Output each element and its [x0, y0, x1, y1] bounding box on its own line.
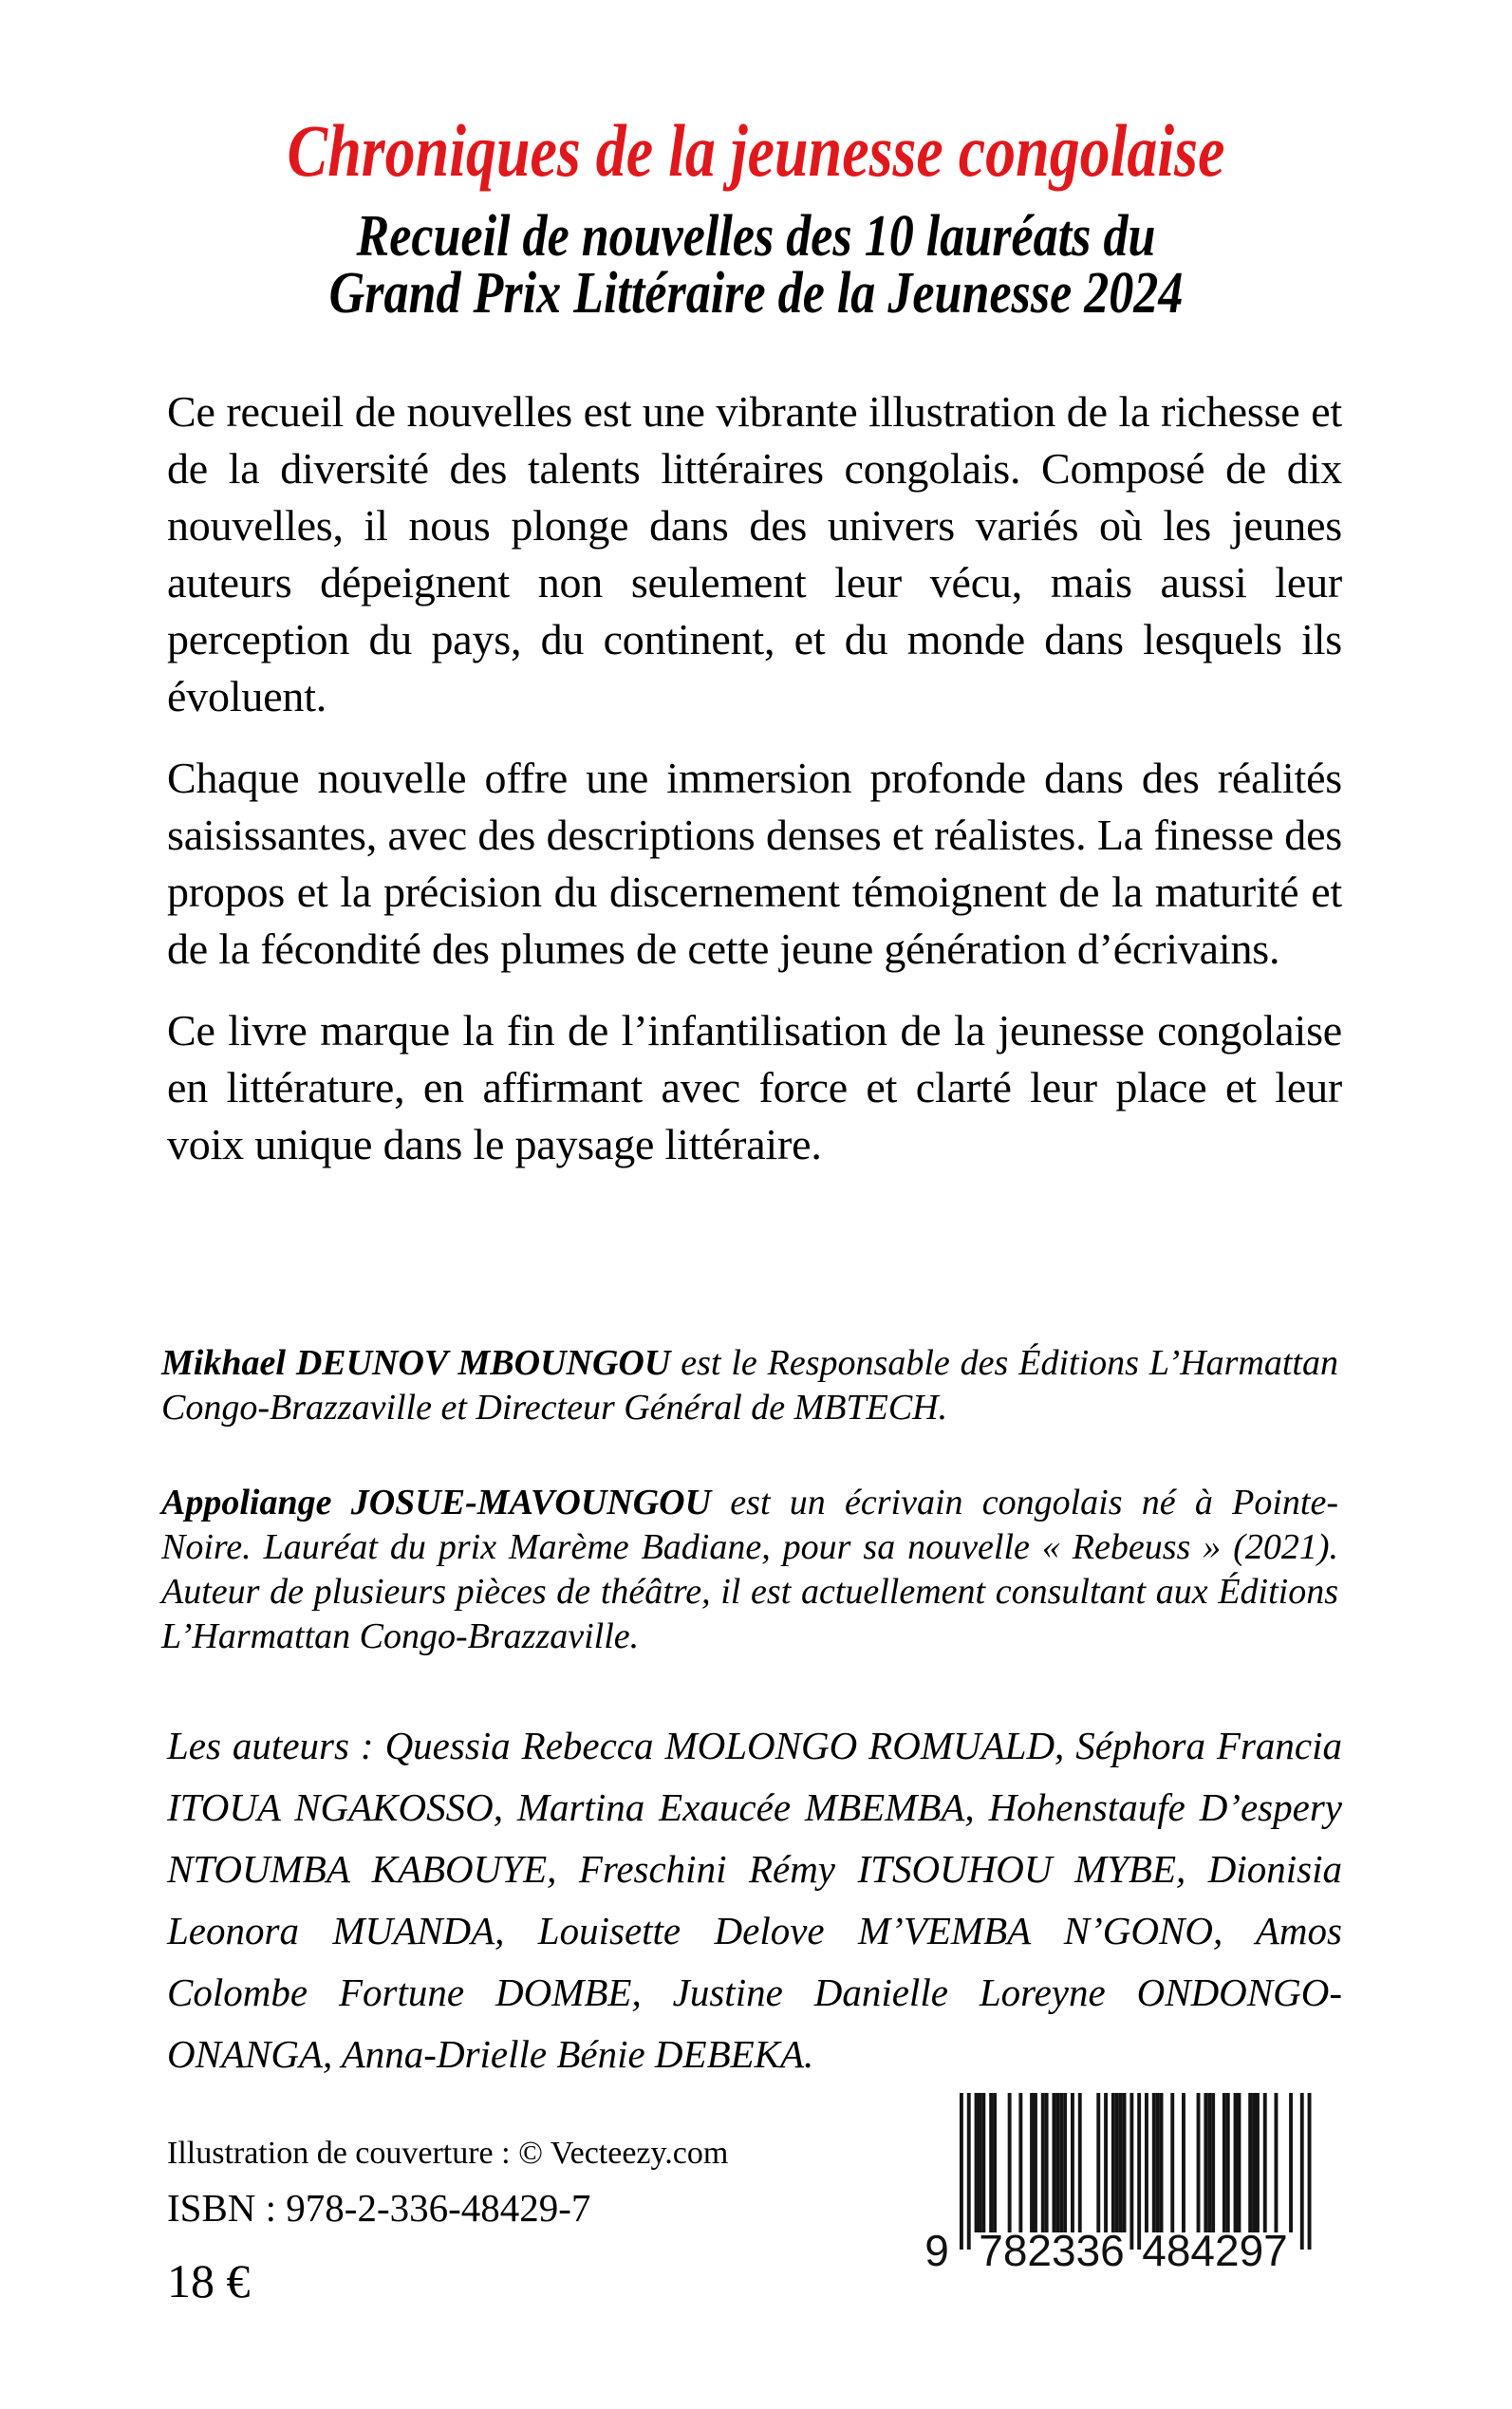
bio-mboungou-text: est le Responsable des Éditions L’Harmattan Congo-Brazzaville et Directeur Général de MBTECH.: [161, 1343, 1338, 1428]
price-label: 18 €: [167, 2254, 251, 2307]
isbn-number: ISBN : 978-2-336-48429-7: [167, 2186, 591, 2230]
authors-list: [167, 1715, 1342, 2085]
bio-mboungou: [161, 1341, 1338, 1430]
authors-names: Quessia Rebecca MOLONGO ROMUALD, Séphora Francia ITOUA NGAKOSSO, Martina Exaucée MBEMBA, Hohenstaufe D’espery NTOUMBA KABOUYE, Freschini Rémy ITSOUHOU MYBE, Dionisia Leonora MUANDA, Louisette Delove M’VEMBA N’GONO, Amos Colombe Fortune DOMBE, Justine Danielle Loreyne ONDONGO-ONANGA, Anna-Drielle Bénie DEBEKA.: [167, 1724, 1343, 2076]
blurb-paragraph-1: Ce recueil de nouvelles est une vibrante illustration de la richesse et de la diversité des talents littéraires congolais. Composé de dix nouvelles, il nous plonge dans des univers variés où les jeunes auteurs dépeignent non seulement leur vécu, mais aussi leur perception du pays, du continent, et du monde dans lesquels ils évoluent.: [167, 387, 1342, 720]
bio-mavoungou: [161, 1481, 1338, 1659]
editor-bios: [161, 1341, 1338, 1659]
bio-mboungou-name: Mikhael DEUNOV MBOUNGOU: [161, 1343, 671, 1383]
authors-label: Les auteurs :: [167, 1724, 385, 1767]
ean13-barcode: [906, 2083, 1324, 2283]
book-title: Chroniques de la jeunesse congolaise: [287, 109, 1225, 192]
bio-mavoungou-name: Appoliange JOSUE-MAVOUNGOU: [161, 1483, 712, 1522]
blurb-paragraph-2: Chaque nouvelle offre une immersion profonde dans des réalités saisissantes, avec des descriptions denses et réalistes. La finesse des propos et la précision du discernement témoignent de la maturité et de la fécondité des plumes de cette jeune génération d’écrivains.: [167, 754, 1342, 973]
book-subtitle: [121, 204, 1391, 326]
bio-mavoungou-text: est un écrivain congolais né à Pointe-Noire. Lauréat du prix Marème Badiane, pour sa nouvelle « Rebeuss » (2021). Auteur de plusieurs pièces de théâtre, il est actuellement consultant aux Éditions L’Harmattan Congo-Brazzaville.: [161, 1483, 1338, 1656]
back-cover-blurb: [167, 383, 1342, 1173]
blurb-paragraph-3: Ce livre marque la fin de l’infantilisation de la jeunesse congolaise en littérature, en affirmant avec force et clarté leur place et leur voix unique dans le paysage littéraire.: [167, 1006, 1342, 1168]
ean13-barcode-graphic: [906, 2083, 1324, 2283]
svg-text:9: 9: [924, 2226, 949, 2275]
subtitle-line-1: Recueil de nouvelles des 10 lauréats du: [356, 204, 1156, 269]
svg-text:782336: 782336: [979, 2226, 1125, 2275]
subtitle-line-2: Grand Prix Littéraire de la Jeunesse 2024: [328, 261, 1184, 326]
cover-illustration-credit: Illustration de couverture : © Vecteezy.com: [167, 2136, 729, 2171]
svg-text:484297: 484297: [1142, 2226, 1288, 2275]
